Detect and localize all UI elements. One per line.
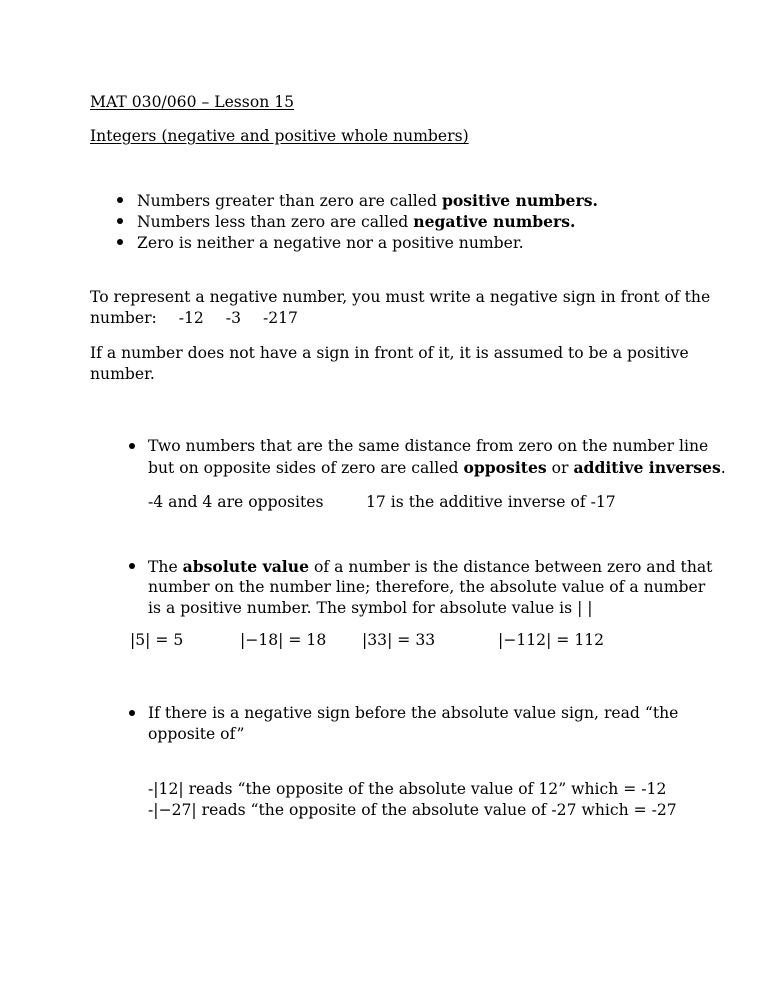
opposites-line1: Two numbers that are the same distance from zero on the number line (148, 437, 709, 455)
list-item (137, 232, 524, 254)
opposites-line2 (148, 457, 726, 479)
absolute-value-line1 (148, 556, 712, 578)
absolute-value-example: |5| = 5 (130, 631, 184, 649)
absolute-value-line3: is a positive number. The symbol for absolute value is | | (148, 599, 593, 617)
definition-term: positive numbers. (441, 191, 598, 210)
absolute-value-text: of a number is the distance between zero and that (309, 558, 713, 576)
page-subtitle: Integers (negative and positive whole numbers) (90, 127, 469, 145)
opposite-of-line1: If there is a negative sign before the absolute value sign, read “the (148, 704, 679, 722)
opposites-term: opposites (463, 458, 547, 477)
definition-text: Zero is neither a negative nor a positive number. (137, 234, 524, 252)
absolute-value-example: |33| = 33 (362, 631, 436, 649)
opposite-of-example-2: -|−27| reads “the opposite of the absolute value of -27 which = -27 (148, 801, 677, 819)
list-item (137, 190, 598, 212)
absolute-value-term: absolute value (182, 557, 309, 576)
bullet-icon (117, 197, 123, 203)
bullet-icon (129, 563, 135, 569)
opposite-of-line2: opposite of” (148, 725, 245, 743)
definition-term: negative numbers. (413, 212, 576, 231)
opposites-end: . (720, 459, 726, 477)
bullet-icon (129, 710, 135, 716)
opposites-example-1: -4 and 4 are opposites (148, 493, 324, 511)
bullet-icon (117, 218, 123, 224)
opposite-of-example-1: -|12| reads “the opposite of the absolute value of 12” which = -12 (148, 780, 667, 798)
bullet-icon (129, 443, 135, 449)
definition-text: Numbers greater than zero are called (137, 192, 442, 210)
example-number: -3 (225, 309, 241, 327)
page-title: MAT 030/060 – Lesson 15 (90, 93, 295, 111)
absolute-value-line2: number on the number line; therefore, the absolute value of a number (148, 578, 706, 596)
no-sign-line1: If a number does not have a sign in front of it, it is assumed to be a positive (90, 344, 689, 362)
example-number: -217 (262, 309, 298, 327)
bullet-icon (117, 239, 123, 245)
negative-sign-line2 (90, 308, 298, 329)
opposites-example-2: 17 is the additive inverse of -17 (366, 493, 616, 511)
absolute-value-example: |−18| = 18 (240, 631, 327, 649)
absolute-value-text: The (148, 558, 183, 576)
no-sign-line2: number. (90, 365, 155, 383)
negative-sign-line1: To represent a negative number, you must write a negative sign in front of the (90, 288, 711, 306)
number-label: number: (90, 309, 157, 327)
list-item (137, 211, 575, 233)
example-number: -12 (178, 309, 204, 327)
opposites-text: but on opposite sides of zero are called (148, 459, 464, 477)
additive-inverses-term: additive inverses (573, 458, 721, 477)
opposites-joiner: or (546, 459, 574, 477)
definition-text: Numbers less than zero are called (137, 213, 414, 231)
absolute-value-example: |−112| = 112 (498, 631, 605, 649)
